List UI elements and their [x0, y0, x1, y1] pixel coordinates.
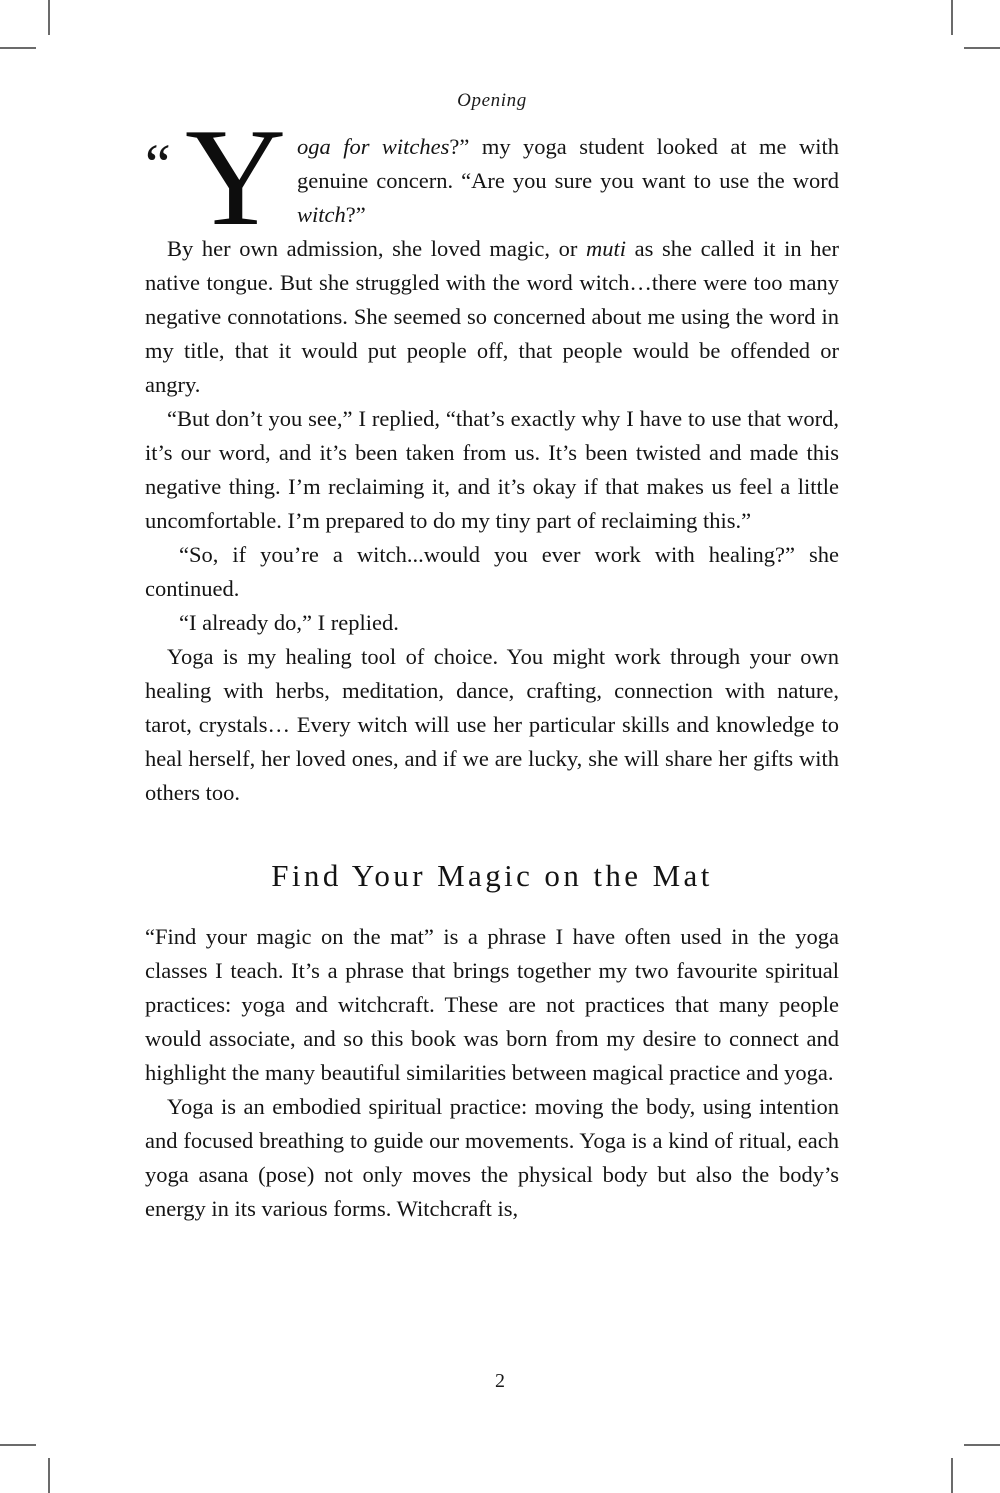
crop-mark-bottom-right-vertical: [951, 1458, 953, 1493]
paragraph-find-your-magic: [145, 920, 839, 1090]
crop-mark-bottom-left-horizontal: [0, 1444, 36, 1446]
opening-quote-glyph: “: [145, 132, 171, 197]
text-run: as she called it in her native tongue. But she struggled with the word witch…there were too many negative connotations. She seemed so concerned about me using the word in my title, that it would put people off, that people would be offended or angry.: [145, 236, 839, 397]
paragraph-text: [145, 644, 839, 805]
crop-mark-bottom-left-vertical: [48, 1458, 50, 1493]
paragraph-muti: [145, 232, 839, 402]
crop-mark-bottom-right-horizontal: [964, 1444, 1000, 1446]
paragraph-text: [145, 1094, 839, 1221]
dropcap-group: [145, 100, 295, 255]
paragraph-text: [179, 610, 399, 635]
paragraph-healing-tool: [145, 640, 839, 810]
text-run: “I already do,” I replied.: [179, 610, 399, 635]
text-run: By her own admission, she loved magic, or: [167, 236, 586, 261]
paragraph-text: [145, 406, 839, 533]
page-number: 2: [495, 1370, 505, 1392]
text-run: ?” my yoga student looked at me with genuine concern. “Are you sure you want to use the word: [297, 134, 839, 193]
running-head: Opening: [457, 90, 527, 111]
section-heading: Find Your Magic on the Mat: [271, 858, 713, 893]
crop-mark-top-right-horizontal: [964, 47, 1000, 49]
paragraph-healing-question: [145, 538, 839, 606]
paragraph-text: [145, 542, 839, 601]
paragraph-text: [297, 134, 839, 227]
text-run: “So, if you’re a witch...would you ever work with healing?” she continued.: [145, 542, 839, 601]
italic-run: oga for witches: [297, 134, 450, 159]
paragraph-reclaiming: [145, 402, 839, 538]
paragraph-embodied-practice: [145, 1090, 839, 1226]
dropcap-letter: Y: [185, 100, 287, 255]
crop-mark-top-right-vertical: [951, 0, 953, 35]
italic-run: witch: [297, 202, 346, 227]
italic-run: muti: [586, 236, 627, 261]
paragraph-already-do: [145, 606, 839, 640]
text-run: “But don’t you see,” I replied, “that’s exactly why I have to use that word, it’s our word, and it’s been taken from us. It’s been twisted and made this negative thing. I’m reclaiming it, and it’s okay if that makes us feel a little uncomfortable. I’m prepared to do my tiny part of reclaiming this.”: [145, 406, 839, 533]
crop-mark-top-left-vertical: [48, 0, 50, 35]
text-run: Yoga is an embodied spiritual practice: moving the body, using intention and focused breathing to guide our movements. Yoga is a kind of ritual, each yoga asana (pose) not only moves the physical body but also the body’s energy in its various forms. Witchcraft is,: [145, 1094, 839, 1221]
text-run: ?”: [345, 202, 366, 227]
paragraph-text: [145, 924, 839, 1085]
paragraph-text: [145, 236, 839, 397]
crop-mark-top-left-horizontal: [0, 47, 36, 49]
text-column: [145, 0, 839, 1493]
text-run: “Find your magic on the mat” is a phrase I have often used in the yoga classes I teach. It’s a phrase that brings together my two favourite spiritual practices: yoga and witchcraft. These are not practices that many people would associate, and so this book was born from my desire to connect and highlight the many beautiful similarities between magical practice and yoga.: [145, 924, 839, 1085]
text-run: Yoga is my healing tool of choice. You might work through your own healing with herbs, meditation, dance, crafting, connection with nature, tarot, crystals… Every witch will use her particular skills and knowledge to heal herself, her loved ones, and if we are lucky, she will share her gifts with others too.: [145, 644, 839, 805]
